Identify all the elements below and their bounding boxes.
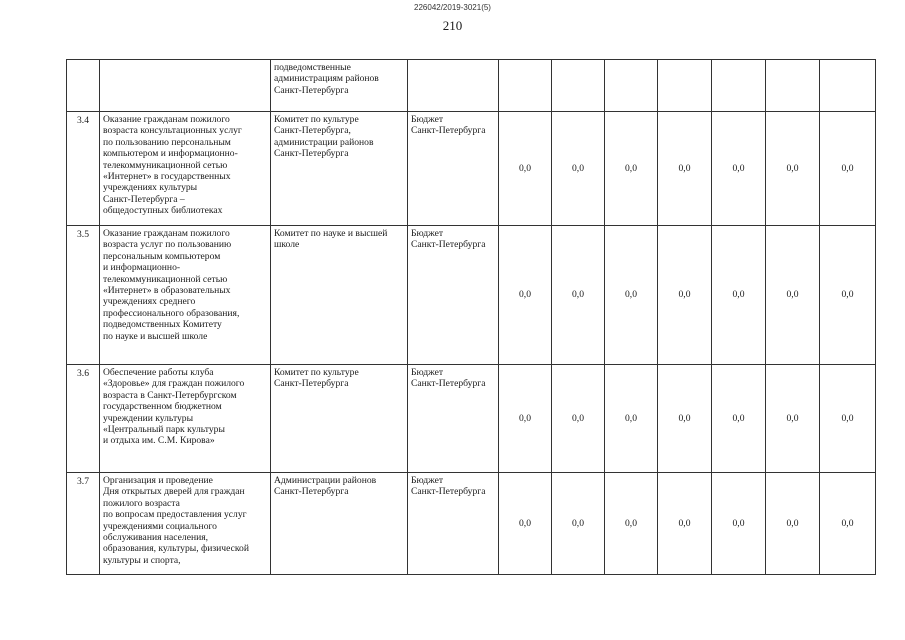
row-number-cell-text: 3.6	[77, 368, 89, 379]
measure-cell	[100, 473, 271, 575]
measure-cell	[100, 365, 271, 473]
document-code: 226042/2019-3021(5)	[414, 3, 491, 12]
amount-cell	[820, 365, 876, 473]
row-number-cell	[67, 226, 100, 365]
amount-cell	[766, 112, 820, 226]
amount-cell	[766, 473, 820, 575]
amount-cell-text: 0,0	[732, 289, 745, 301]
amount-cell-text: 0,0	[678, 162, 691, 174]
amount-cell	[820, 60, 876, 112]
amount-cell-text: 0,0	[678, 412, 691, 424]
row-number-cell-text: 3.5	[77, 229, 89, 240]
amount-cell	[499, 473, 552, 575]
table-row	[67, 473, 876, 575]
funding-source-cell	[408, 112, 499, 226]
measure-cell	[100, 226, 271, 365]
funding-source-cell-text: Бюджет Санкт-Петербурга	[411, 114, 486, 137]
amount-cell-text: 0,0	[572, 517, 584, 529]
measure-cell-text: Организация и проведение Дня открытых дверей для граждан пожилого возраста по вопросам предоставления услуг учреждениями социального обслуживания населения, образования, культуры, физической культуры и спорта,	[103, 475, 249, 566]
program-table	[66, 59, 876, 575]
amount-cell	[605, 473, 658, 575]
amount-cell	[605, 365, 658, 473]
amount-cell	[552, 365, 605, 473]
funding-source-cell-text: Бюджет Санкт-Петербурга	[411, 367, 486, 390]
amount-cell	[658, 112, 712, 226]
amount-cell-text: 0,0	[625, 289, 637, 301]
amount-cell	[712, 60, 766, 112]
amount-cell-text: 0,0	[786, 162, 799, 174]
amount-cell-text: 0,0	[572, 412, 584, 424]
row-number-cell-text: 3.4	[77, 115, 89, 126]
executor-cell-text: Комитет по культуре Санкт-Петербурга, администрации районов Санкт-Петербурга	[274, 114, 374, 160]
executor-cell	[271, 473, 408, 575]
amount-cell	[712, 226, 766, 365]
amount-cell-text: 0,0	[625, 517, 637, 529]
table-row	[67, 365, 876, 473]
amount-cell	[658, 60, 712, 112]
funding-source-cell	[408, 473, 499, 575]
executor-cell	[271, 226, 408, 365]
amount-cell-text: 0,0	[572, 289, 584, 301]
amount-cell	[766, 365, 820, 473]
amount-cell	[552, 112, 605, 226]
row-number-cell	[67, 365, 100, 473]
amount-cell-text: 0,0	[786, 289, 799, 301]
amount-cell	[712, 365, 766, 473]
amount-cell-text: 0,0	[841, 162, 854, 174]
amount-cell-text: 0,0	[786, 412, 799, 424]
amount-cell	[605, 60, 658, 112]
executor-cell-text: подведомственные администрациям районов Санкт-Петербурга	[274, 62, 379, 96]
measure-cell-text: Обеспечение работы клуба «Здоровье» для граждан пожилого возраста в Санкт-Петербургском государственном бюджетном учреждении культуры «Центральный парк культуры и отдыха им. С.М. Кирова»	[103, 367, 245, 447]
measure-cell-text: Оказание гражданам пожилого возраста услуг по пользованию персональным компьютером и информационно- телекоммуникационной сетью «Интернет» в образовательных учреждениях среднего профессионального образования, подведомственных Комитету по науке и высшей школе	[103, 228, 240, 342]
amount-cell	[820, 473, 876, 575]
amount-cell-text: 0,0	[841, 289, 854, 301]
amount-cell	[605, 112, 658, 226]
amount-cell-text: 0,0	[519, 289, 531, 301]
amount-cell-text: 0,0	[786, 517, 799, 529]
page-number: 210	[442, 18, 463, 33]
amount-cell	[766, 226, 820, 365]
table-row	[67, 60, 876, 112]
amount-cell	[712, 112, 766, 226]
funding-source-cell	[408, 60, 499, 112]
amount-cell-text: 0,0	[732, 517, 745, 529]
executor-cell	[271, 365, 408, 473]
amount-cell	[712, 473, 766, 575]
amount-cell-text: 0,0	[678, 517, 691, 529]
executor-cell-text: Комитет по культуре Санкт-Петербурга	[274, 367, 359, 390]
amount-cell	[499, 365, 552, 473]
amount-cell	[605, 226, 658, 365]
amount-cell-text: 0,0	[625, 412, 637, 424]
amount-cell-text: 0,0	[841, 517, 854, 529]
row-number-cell	[67, 473, 100, 575]
funding-source-cell	[408, 226, 499, 365]
amount-cell-text: 0,0	[519, 412, 531, 424]
executor-cell-text: Комитет по науке и высшей школе	[274, 228, 388, 251]
executor-cell-text: Администрации районов Санкт-Петербурга	[274, 475, 377, 498]
amount-cell	[658, 473, 712, 575]
amount-cell-text: 0,0	[732, 412, 745, 424]
executor-cell	[271, 112, 408, 226]
row-number-cell	[67, 112, 100, 226]
amount-cell-text: 0,0	[625, 162, 637, 174]
table-row	[67, 112, 876, 226]
amount-cell-text: 0,0	[519, 517, 531, 529]
amount-cell	[658, 365, 712, 473]
funding-source-cell	[408, 365, 499, 473]
row-number-cell	[67, 60, 100, 112]
amount-cell	[820, 226, 876, 365]
measure-cell	[100, 60, 271, 112]
executor-cell	[271, 60, 408, 112]
amount-cell-text: 0,0	[841, 412, 854, 424]
amount-cell-text: 0,0	[519, 162, 531, 174]
funding-source-cell-text: Бюджет Санкт-Петербурга	[411, 475, 486, 498]
amount-cell	[820, 112, 876, 226]
row-number-cell-text: 3.7	[77, 476, 89, 487]
amount-cell-text: 0,0	[732, 162, 745, 174]
amount-cell-text: 0,0	[572, 162, 584, 174]
amount-cell	[552, 226, 605, 365]
funding-source-cell-text: Бюджет Санкт-Петербурга	[411, 228, 486, 251]
amount-cell	[766, 60, 820, 112]
amount-cell	[552, 60, 605, 112]
amount-cell	[552, 473, 605, 575]
table-row	[67, 226, 876, 365]
amount-cell	[658, 226, 712, 365]
amount-cell	[499, 112, 552, 226]
measure-cell	[100, 112, 271, 226]
amount-cell-text: 0,0	[678, 289, 691, 301]
amount-cell	[499, 60, 552, 112]
amount-cell	[499, 226, 552, 365]
measure-cell-text: Оказание гражданам пожилого возраста консультационных услуг по пользованию персональным компьютером и информационно- телекоммуникационной сетью «Интернет» в государственных учреждениях культуры Санкт-Петербурга – общедоступных библиотеках	[103, 114, 242, 217]
